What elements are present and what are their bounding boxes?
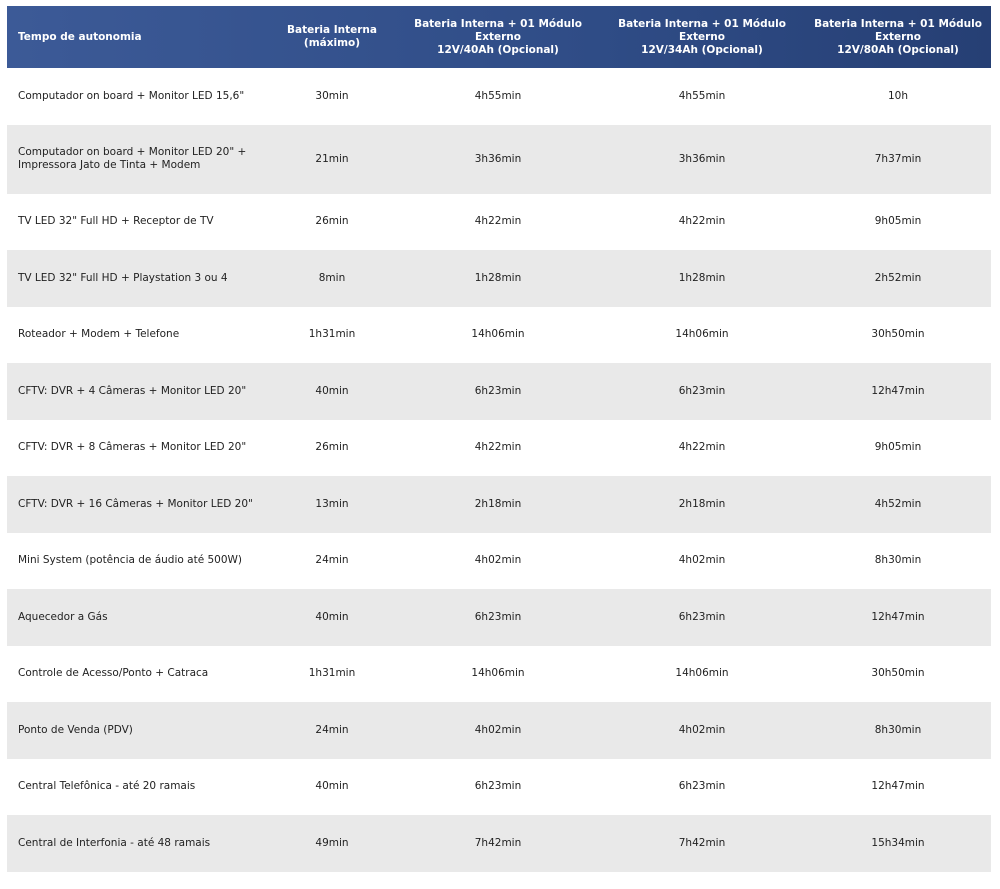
row-internal-battery: 49min xyxy=(315,836,349,849)
table-row xyxy=(7,646,991,703)
row-module-80ah: 30h50min xyxy=(871,667,925,680)
row-internal-battery: 24min xyxy=(315,723,349,736)
row-module-40ah: 14h06min xyxy=(471,667,525,680)
row-module-80ah: 30h50min xyxy=(871,328,925,341)
header-module-80ah-line1: Bateria Interna + 01 Módulo Externo xyxy=(814,17,982,43)
table-row xyxy=(7,589,991,646)
row-internal-battery: 40min xyxy=(315,384,349,397)
row-module-34ah: 7h42min xyxy=(678,836,726,849)
row-device-line1: CFTV: DVR + 8 Câmeras + Monitor LED 20" xyxy=(18,441,247,454)
header-internal-battery-line2: (máximo) xyxy=(303,37,361,49)
row-module-80ah: 4h52min xyxy=(874,497,922,510)
table-row xyxy=(7,194,991,251)
row-module-80ah: 12h47min xyxy=(871,610,925,623)
row-device xyxy=(7,250,267,307)
row-device-line1: Central de Interfonia - até 48 ramais xyxy=(18,836,211,849)
table-row xyxy=(7,476,991,533)
row-device-line1: CFTV: DVR + 4 Câmeras + Monitor LED 20" xyxy=(18,384,247,397)
row-device-line1: TV LED 32" Full HD + Receptor de TV xyxy=(18,215,214,228)
row-module-80ah: 8h30min xyxy=(874,554,922,567)
header-internal-battery xyxy=(267,6,397,68)
table-row xyxy=(7,420,991,477)
row-module-34ah: 4h22min xyxy=(678,215,726,228)
row-device xyxy=(7,420,267,477)
row-module-34ah: 14h06min xyxy=(675,328,729,341)
header-row xyxy=(7,6,991,68)
row-module-34ah: 2h18min xyxy=(678,497,726,510)
table-row xyxy=(7,125,991,194)
row-module-34ah: 4h02min xyxy=(678,554,726,567)
row-module-40ah: 6h23min xyxy=(474,384,522,397)
table-row xyxy=(7,759,991,816)
header-module-34ah-line2: 12V/34Ah (Opcional) xyxy=(641,43,763,56)
row-internal-battery: 24min xyxy=(315,554,349,567)
row-module-34ah: 6h23min xyxy=(678,610,726,623)
row-module-34ah: 14h06min xyxy=(675,667,729,680)
row-internal-battery: 13min xyxy=(315,497,349,510)
row-module-34ah: 6h23min xyxy=(678,780,726,793)
row-device-line1: Computador on board + Monitor LED 20" + xyxy=(18,146,247,158)
header-module-80ah xyxy=(805,6,991,68)
row-module-40ah: 4h22min xyxy=(474,215,522,228)
header-module-40ah-line1: Bateria Interna + 01 Módulo Externo xyxy=(414,17,582,43)
row-device-line1: Aquecedor a Gás xyxy=(18,610,108,623)
row-module-40ah: 14h06min xyxy=(471,328,525,341)
row-device xyxy=(7,363,267,420)
row-module-40ah: 7h42min xyxy=(474,836,522,849)
row-module-80ah: 9h05min xyxy=(874,215,922,228)
row-module-80ah: 15h34min xyxy=(871,836,925,849)
row-internal-battery: 26min xyxy=(315,441,349,454)
table-header xyxy=(7,6,991,68)
row-device xyxy=(7,68,267,125)
row-device xyxy=(7,307,267,364)
header-module-80ah-line2: 12V/80Ah (Opcional) xyxy=(837,43,959,56)
row-module-40ah: 4h02min xyxy=(474,723,522,736)
row-internal-battery: 40min xyxy=(315,610,349,623)
row-device-line1: Controle de Acesso/Ponto + Catraca xyxy=(18,667,209,680)
table-row xyxy=(7,702,991,759)
row-module-80ah: 12h47min xyxy=(871,780,925,793)
row-device-line2: Impressora Jato de Tinta + Modem xyxy=(18,159,201,171)
row-device-line1: Central Telefônica - até 20 ramais xyxy=(18,780,196,793)
table-row xyxy=(7,815,991,872)
row-module-34ah: 4h02min xyxy=(678,723,726,736)
header-module-40ah-line2: 12V/40Ah (Opcional) xyxy=(437,43,559,56)
row-module-40ah: 2h18min xyxy=(474,497,522,510)
row-module-40ah: 3h36min xyxy=(474,152,522,165)
row-device xyxy=(7,815,267,872)
header-autonomy-time xyxy=(7,6,267,68)
header-module-34ah xyxy=(599,6,805,68)
header-internal-battery-line1: Bateria Interna xyxy=(286,24,377,36)
row-module-40ah: 4h55min xyxy=(474,89,522,102)
row-module-40ah: 6h23min xyxy=(474,780,522,793)
row-internal-battery: 1h31min xyxy=(308,328,356,341)
row-device xyxy=(7,646,267,703)
autonomy-table xyxy=(7,6,991,872)
row-module-34ah: 4h55min xyxy=(678,89,726,102)
row-module-40ah: 4h02min xyxy=(474,554,522,567)
row-device xyxy=(7,125,267,194)
header-module-34ah-line1: Bateria Interna + 01 Módulo Externo xyxy=(618,17,786,43)
row-device-line1: CFTV: DVR + 16 Câmeras + Monitor LED 20" xyxy=(18,497,253,510)
row-device xyxy=(7,589,267,646)
table-body xyxy=(7,68,991,872)
row-module-80ah: 7h37min xyxy=(874,152,922,165)
table-row xyxy=(7,68,991,125)
row-device xyxy=(7,759,267,816)
row-module-34ah: 1h28min xyxy=(678,271,726,284)
row-device-line1: TV LED 32" Full HD + Playstation 3 ou 4 xyxy=(18,271,228,284)
row-internal-battery: 8min xyxy=(318,271,346,284)
row-module-40ah: 4h22min xyxy=(474,441,522,454)
row-device-line1: Mini System (potência de áudio até 500W) xyxy=(18,554,243,567)
row-module-40ah: 6h23min xyxy=(474,610,522,623)
row-module-34ah: 6h23min xyxy=(678,384,726,397)
row-device-line1: Computador on board + Monitor LED 15,6" xyxy=(18,89,245,102)
row-module-34ah: 4h22min xyxy=(678,441,726,454)
header-autonomy-time-label: Tempo de autonomia xyxy=(18,30,142,43)
row-device xyxy=(7,194,267,251)
row-module-80ah: 10h xyxy=(887,89,908,102)
table-row xyxy=(7,307,991,364)
row-internal-battery: 21min xyxy=(315,152,349,165)
row-device-line1: Roteador + Modem + Telefone xyxy=(18,328,180,341)
row-device-line1: Ponto de Venda (PDV) xyxy=(18,723,133,736)
row-module-80ah: 8h30min xyxy=(874,723,922,736)
row-internal-battery: 40min xyxy=(315,780,349,793)
row-internal-battery: 26min xyxy=(315,215,349,228)
row-module-40ah: 1h28min xyxy=(474,271,522,284)
autonomy-table-container xyxy=(7,6,991,872)
row-device xyxy=(7,533,267,590)
row-device xyxy=(7,702,267,759)
row-internal-battery: 30min xyxy=(315,89,349,102)
row-module-34ah: 3h36min xyxy=(678,152,726,165)
header-module-40ah xyxy=(397,6,599,68)
table-row xyxy=(7,533,991,590)
row-module-80ah: 2h52min xyxy=(874,271,922,284)
row-internal-battery: 1h31min xyxy=(308,667,356,680)
row-device xyxy=(7,476,267,533)
row-module-80ah: 9h05min xyxy=(874,441,922,454)
table-row xyxy=(7,250,991,307)
table-row xyxy=(7,363,991,420)
row-module-80ah: 12h47min xyxy=(871,384,925,397)
